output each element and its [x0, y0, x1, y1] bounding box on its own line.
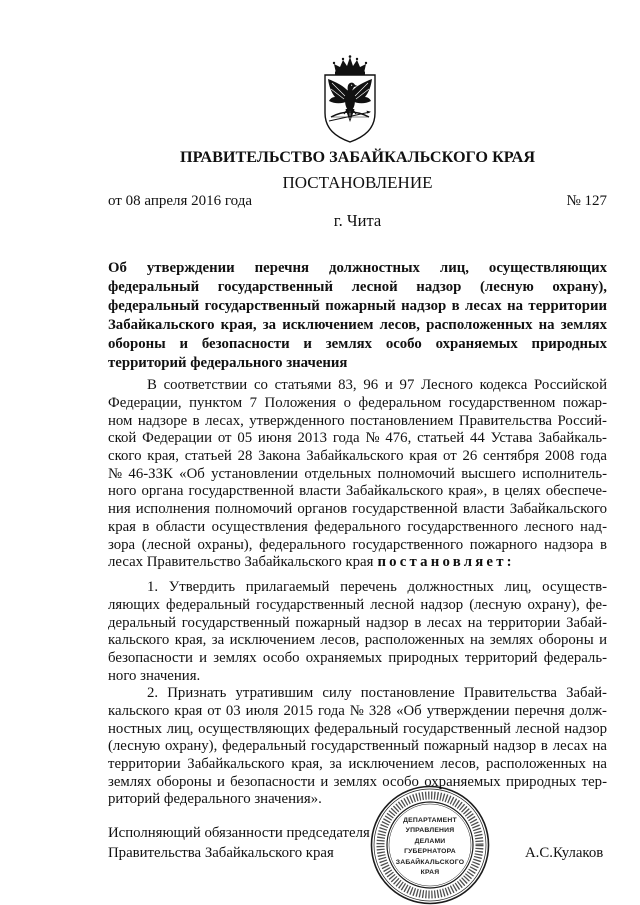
- emblem-crown-pearl: [349, 55, 352, 58]
- government-name: ПРАВИТЕЛЬСТВО ЗАБАЙКАЛЬСКОГО КРАЯ: [179, 148, 536, 166]
- document-number: № 127: [566, 193, 607, 209]
- item-line: деральный государственный пожарный надзор в лесах на территории Забай-: [108, 614, 607, 631]
- item-line: 1. Утвердить прилагаемый перечень должностных лиц, осуществ-: [147, 579, 607, 596]
- item-line: риторий федерального значения».: [108, 791, 322, 808]
- preamble-line: зора (лесной охраны), федерального государственного пожарного надзора в: [108, 536, 607, 553]
- stamp-text-line: ГУБЕРНАТОРА: [404, 848, 456, 856]
- item-line: безопасности и землях особо охраняемых природных территорий федераль-: [108, 650, 607, 666]
- title-line: федеральный государственный лесной надзор (лесную охрану),: [108, 278, 607, 295]
- preamble-last-line-text: лесах Правительство Забайкальского края: [108, 554, 374, 571]
- signatory-name: А.С.Кулаков: [525, 845, 604, 861]
- preamble-line: края в области осуществления федерального государственного лесного над-: [108, 518, 607, 535]
- emblem-eagle-eye: [351, 85, 352, 86]
- title-line: обороны и безопасности и землях особо охраняемых природных: [108, 335, 607, 352]
- title-line: Об утверждении перечня должностных лиц, осуществляющих: [108, 259, 607, 276]
- preamble-paragraph: [108, 377, 607, 572]
- document-date: от 08 апреля 2016 года: [108, 193, 253, 209]
- signatory-position-line-1: Исполняющий обязанности председателя: [108, 825, 370, 841]
- document-title: [108, 259, 607, 373]
- official-stamp-icon: [369, 785, 491, 905]
- emblem-crown-pearl: [365, 62, 367, 64]
- emblem-crown: [333, 55, 367, 74]
- item-line: землях обороны и безопасности и землях особо охраняемых природных тер-: [108, 773, 607, 790]
- title-line: федеральный государственный пожарный надзор в лесах на территории: [108, 297, 607, 314]
- resolve-keyword: постановляет:: [377, 554, 515, 571]
- preamble-line: ного органа государственной власти Забайкальского края», в целях обеспече-: [108, 483, 607, 500]
- item-line: кальского края от 03 июля 2015 года № 328 «Об утверждении перечня долж-: [108, 702, 607, 719]
- resolution-item-1: [108, 579, 607, 685]
- emblem-crown-pearl: [342, 58, 344, 60]
- date-number-row: [108, 192, 607, 210]
- emblem-crown-band: [335, 72, 365, 75]
- stamp-text-line: КРАЯ: [420, 869, 440, 877]
- stamp-text-line: УПРАВЛЕНИЯ: [405, 827, 455, 835]
- item-line: (лесную охрану), федеральный государственный пожарный надзор в лесах на: [108, 738, 607, 755]
- coat-of-arms-icon: [320, 55, 380, 145]
- title-line: Забайкальского края, за исключением лесов, расположенных на землях: [108, 316, 607, 333]
- preamble-line: ния исполнения полномочий органов государственной власти Забайкальского: [108, 501, 607, 518]
- preamble-line: Федерации, пунктом 7 Положения о федеральном государственном пожар-: [108, 394, 607, 411]
- document-city: г. Чита: [333, 211, 382, 230]
- preamble-line: ном надзоре в лесах, утвержденного постановлением Правительства Россий-: [108, 412, 607, 429]
- item-line: ного значения.: [108, 667, 201, 684]
- preamble-line: В соответствии со статьями 83, 96 и 97 Лесного кодекса Российской: [147, 377, 607, 394]
- signatory-position-line-2: Правительства Забайкальского края: [108, 845, 334, 861]
- preamble-line: ского края, статьей 28 Закона Забайкальского края от 26 сентября 2008 года: [108, 448, 607, 464]
- item-line: ностных лиц, осуществляющих федеральный государственный лесной надзор: [108, 720, 607, 737]
- emblem-crown-shape: [334, 57, 366, 73]
- stamp-center-text: [369, 816, 491, 878]
- preamble-line: ской Федерации от 05 июня 2013 года № 476, статьей 44 Устава Забайкаль-: [108, 430, 607, 447]
- document-type: ПОСТАНОВЛЕНИЕ: [282, 173, 433, 192]
- item-line: 2. Признать утратившим силу постановление Правительства Забай-: [147, 685, 607, 702]
- emblem-eagle-body: [345, 89, 355, 111]
- item-line: территории Забайкальского края, за исключением лесов, расположенных на: [108, 756, 607, 772]
- resolution-item-2: [108, 685, 607, 809]
- emblem-crown-pearl: [356, 58, 358, 60]
- stamp-text-line: ЗАБАЙКАЛЬСКОГО: [395, 858, 465, 866]
- preamble-line: № 46-ЗЗК «Об установлении отдельных полномочий высшего исполнитель-: [108, 465, 607, 482]
- item-line: кальского края, за исключением лесов, расположенных на землях обороны и: [108, 632, 607, 649]
- stamp-text-line: ДЕПАРТАМЕНТ: [403, 817, 457, 824]
- emblem-crown-pearl: [333, 62, 335, 64]
- preamble-last-line: [108, 554, 607, 572]
- stamp-text-line: ДЕЛАМИ: [414, 837, 446, 845]
- item-line: ляющих федеральный государственный лесной надзор (лесную охрану), фе-: [108, 596, 607, 613]
- title-line: территорий федерального значения: [108, 354, 348, 371]
